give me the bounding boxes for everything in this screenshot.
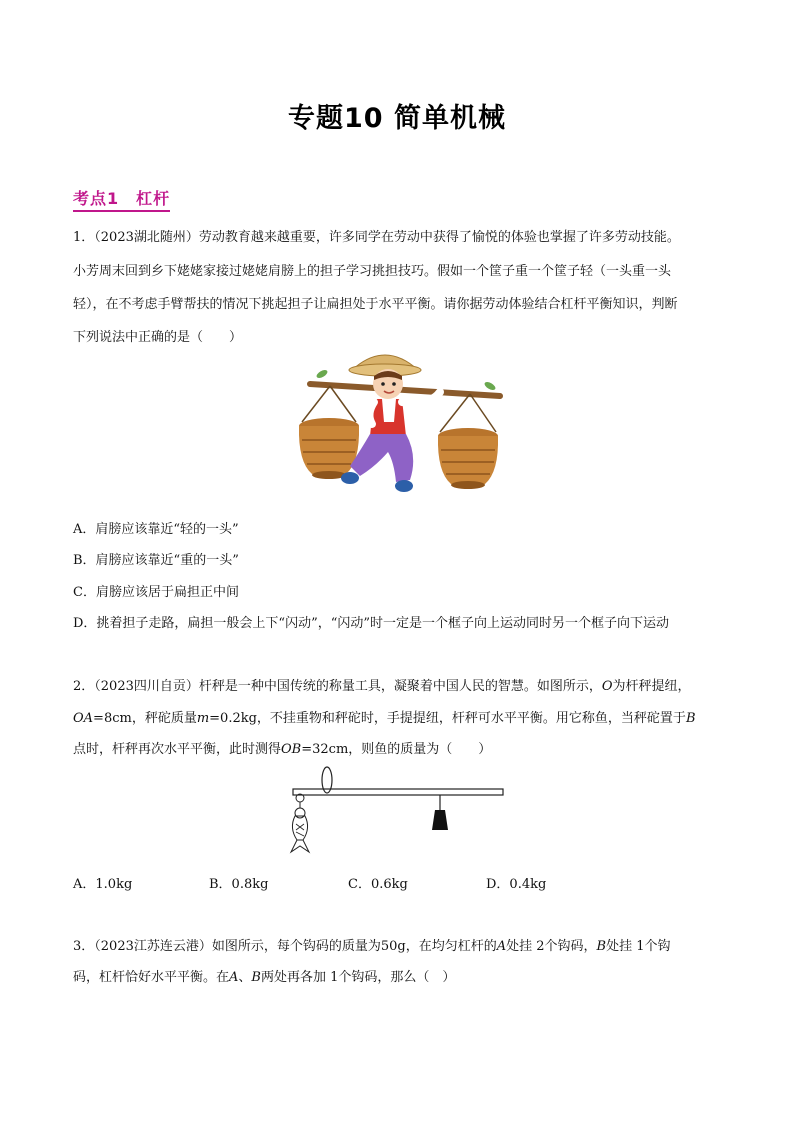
option-a: A．1.0kg: [73, 877, 133, 892]
steelyard-diagram: [285, 766, 510, 862]
option-c: C．0.6kg: [348, 877, 408, 892]
question-text-line: 码，杠杆恰好水平平衡。在A、B两处再各加 1个钩码，那么（ ）: [73, 970, 456, 985]
question-text-line: 轻），在不考虑手臂帮扶的情况下挑起担子让扁担处于水平平衡。请你据劳动体验结合杠杆平衡知识，判断: [73, 297, 678, 312]
option-d: D．0.4kg: [486, 877, 547, 892]
option-d: D．挑着担子走路，扁担一般会上下“闪动”，“闪动”时一定是一个框子向上运动同时另一个框子向下运动: [73, 616, 670, 631]
section-heading: 考点1 杠杆: [73, 186, 170, 212]
question-text-line: 1．（2023湖北随州）劳动教育越来越重要，许多同学在劳动中获得了愉悦的体验也掌握了许多劳动技能。: [73, 230, 680, 245]
option-b: B．肩膀应该靠近“重的一头”: [73, 553, 239, 568]
question-text-line: OA=8cm，秤砣质量m=0.2kg，不挂重物和秤砣时，手提提纽，杆秤可水平平衡。用它称鱼，当秤砣置于B: [73, 711, 696, 726]
carrying-pole-illustration: [290, 344, 510, 504]
question-text-line: 2．（2023四川自贡）杆秤是一种中国传统的称量工具，凝聚着中国人民的智慧。如图所示，O为杆秤提纽，: [73, 679, 691, 694]
question-text-line: 点时，杆秤再次水平平衡，此时测得OB=32cm，则鱼的质量为（ ）: [73, 742, 492, 757]
option-a: A．肩膀应该靠近“轻的一头”: [73, 522, 239, 537]
option-b: B．0.8kg: [209, 877, 269, 892]
question-text-line: 3．（2023江苏连云港）如图所示，每个钩码的质量为50g，在均匀杠杆的A处挂 2个钩码，B处挂 1个钩: [73, 939, 671, 954]
question-text-line: 下列说法中正确的是（ ）: [73, 330, 243, 345]
option-c: C．肩膀应该居于扁担正中间: [73, 585, 239, 600]
page-title: 专题10 简单机械: [288, 103, 506, 134]
fish-icon: [291, 808, 309, 852]
question-text-line: 小芳周末回到乡下姥姥家接过姥姥肩膀上的担子学习挑担技巧。假如一个筐子重一个筐子轻（一头重一头: [73, 264, 672, 279]
